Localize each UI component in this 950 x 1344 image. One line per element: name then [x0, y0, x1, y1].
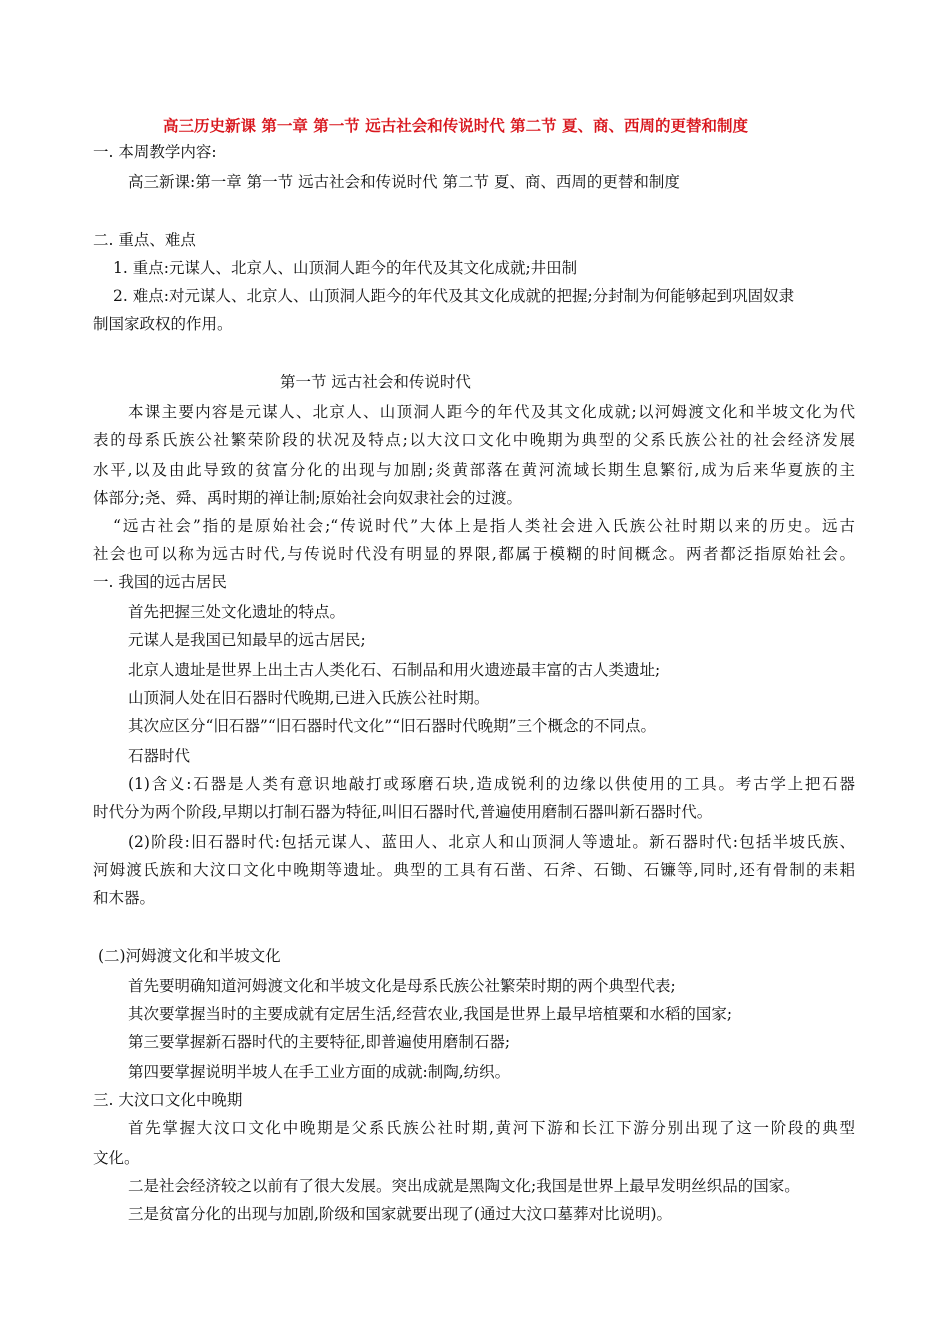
- paragraph: 首先掌握大汶口文化中晚期是父系氏族公社时期,黄河下游和长江下游分别出现了这一阶段的典型: [128, 1119, 855, 1137]
- paragraph: 时代分为两个阶段,早期以打制石器为特征,叫旧石器时代,普遍使用磨制石器叫新石器时代。: [93, 803, 713, 821]
- section-heading: 一. 我国的远古居民: [93, 573, 227, 591]
- document-title: 高三历史新课 第一章 第一节 远古社会和传说时代 第二节 夏、商、西周的更替和制度: [163, 116, 748, 135]
- section-heading: (二)河姆渡文化和半坡文化: [98, 947, 281, 965]
- paragraph: 表的母系氏族公社繁荣阶段的状况及特点;以大汶口文化中晚期为典型的父系氏族公社的社会经济发展: [93, 431, 855, 449]
- paragraph: 元谋人是我国已知最早的远古居民;: [128, 631, 366, 649]
- paragraph: 文化。: [93, 1149, 140, 1167]
- list-item-continuation: 制国家政权的作用。: [93, 315, 233, 333]
- paragraph: 水平,以及由此导致的贫富分化的出现与加剧;炎黄部落在黄河流域长期生息繁衍,成为后来华夏族的主: [93, 461, 855, 479]
- paragraph: 本课主要内容是元谋人、北京人、山顶洞人距今的年代及其文化成就;以河姆渡文化和半坡文化为代: [128, 403, 855, 421]
- paragraph: 二是社会经济较之以前有了很大发展。突出成就是黑陶文化;我国是世界上最早发明丝织品的国家。: [128, 1177, 800, 1195]
- list-item: 2. 难点:对元谋人、北京人、山顶洞人距今的年代及其文化成就的把握;分封制为何能够起到巩固奴隶: [113, 287, 795, 305]
- paragraph: 首先要明确知道河姆渡文化和半坡文化是母系氏族公社繁荣时期的两个典型代表;: [128, 977, 676, 995]
- paragraph: 三是贫富分化的出现与加剧,阶级和国家就要出现了(通过大汶口墓葬对比说明)。: [128, 1205, 673, 1223]
- list-item: 1. 重点:元谋人、北京人、山顶洞人距今的年代及其文化成就;井田制: [113, 259, 578, 277]
- paragraph: 河姆渡氏族和大汶口文化中晚期等遗址。典型的工具有石凿、石斧、石锄、石镰等,同时,还有骨制的耒耜: [93, 861, 855, 879]
- section-heading: 二. 重点、难点: [93, 231, 196, 249]
- paragraph: 高三新课:第一章 第一节 远古社会和传说时代 第二节 夏、商、西周的更替和制度: [128, 173, 680, 191]
- paragraph: 首先把握三处文化遗址的特点。: [128, 603, 346, 621]
- paragraph: 其次应区分“旧石器”“旧石器时代文化”“旧石器时代晚期”三个概念的不同点。: [128, 717, 657, 735]
- paragraph: (2)阶段:旧石器时代:包括元谋人、蓝田人、北京人和山顶洞人等遗址。新石器时代:包括半坡氏族、: [128, 833, 855, 851]
- paragraph: 和木器。: [93, 889, 156, 907]
- paragraph: 山顶洞人处在旧石器时代晚期,已进入氏族公社时期。: [128, 689, 490, 707]
- paragraph: 体部分;尧、舜、禹时期的禅让制;原始社会向奴隶社会的过渡。: [93, 489, 522, 507]
- paragraph: 北京人遗址是世界上出土古人类化石、石制品和用火遗迹最丰富的古人类遗址;: [128, 661, 661, 679]
- section-heading: 一. 本周教学内容:: [93, 143, 217, 161]
- paragraph: 社会也可以称为远古时代,与传说时代没有明显的界限,都属于模糊的时间概念。两者都泛指原始社会。: [93, 545, 855, 563]
- paragraph: (1)含义:石器是人类有意识地敲打或琢磨石块,造成锐利的边缘以供使用的工具。考古学上把石器: [128, 775, 855, 793]
- paragraph: “远古社会”指的是原始社会;“传说时代”大体上是指人类社会进入氏族公社时期以来的历史。远古: [113, 517, 855, 535]
- lesson-heading: 第一节 远古社会和传说时代: [280, 373, 471, 391]
- paragraph: 第三要掌握新石器时代的主要特征,即普遍使用磨制石器;: [128, 1033, 511, 1051]
- paragraph: 第四要掌握说明半坡人在手工业方面的成就:制陶,纺织。: [128, 1063, 511, 1081]
- paragraph: 石器时代: [128, 747, 191, 765]
- paragraph: 其次要掌握当时的主要成就有定居生活,经营农业,我国是世界上最早培植粟和水稻的国家;: [128, 1005, 733, 1023]
- section-heading: 三. 大汶口文化中晚期: [93, 1091, 243, 1109]
